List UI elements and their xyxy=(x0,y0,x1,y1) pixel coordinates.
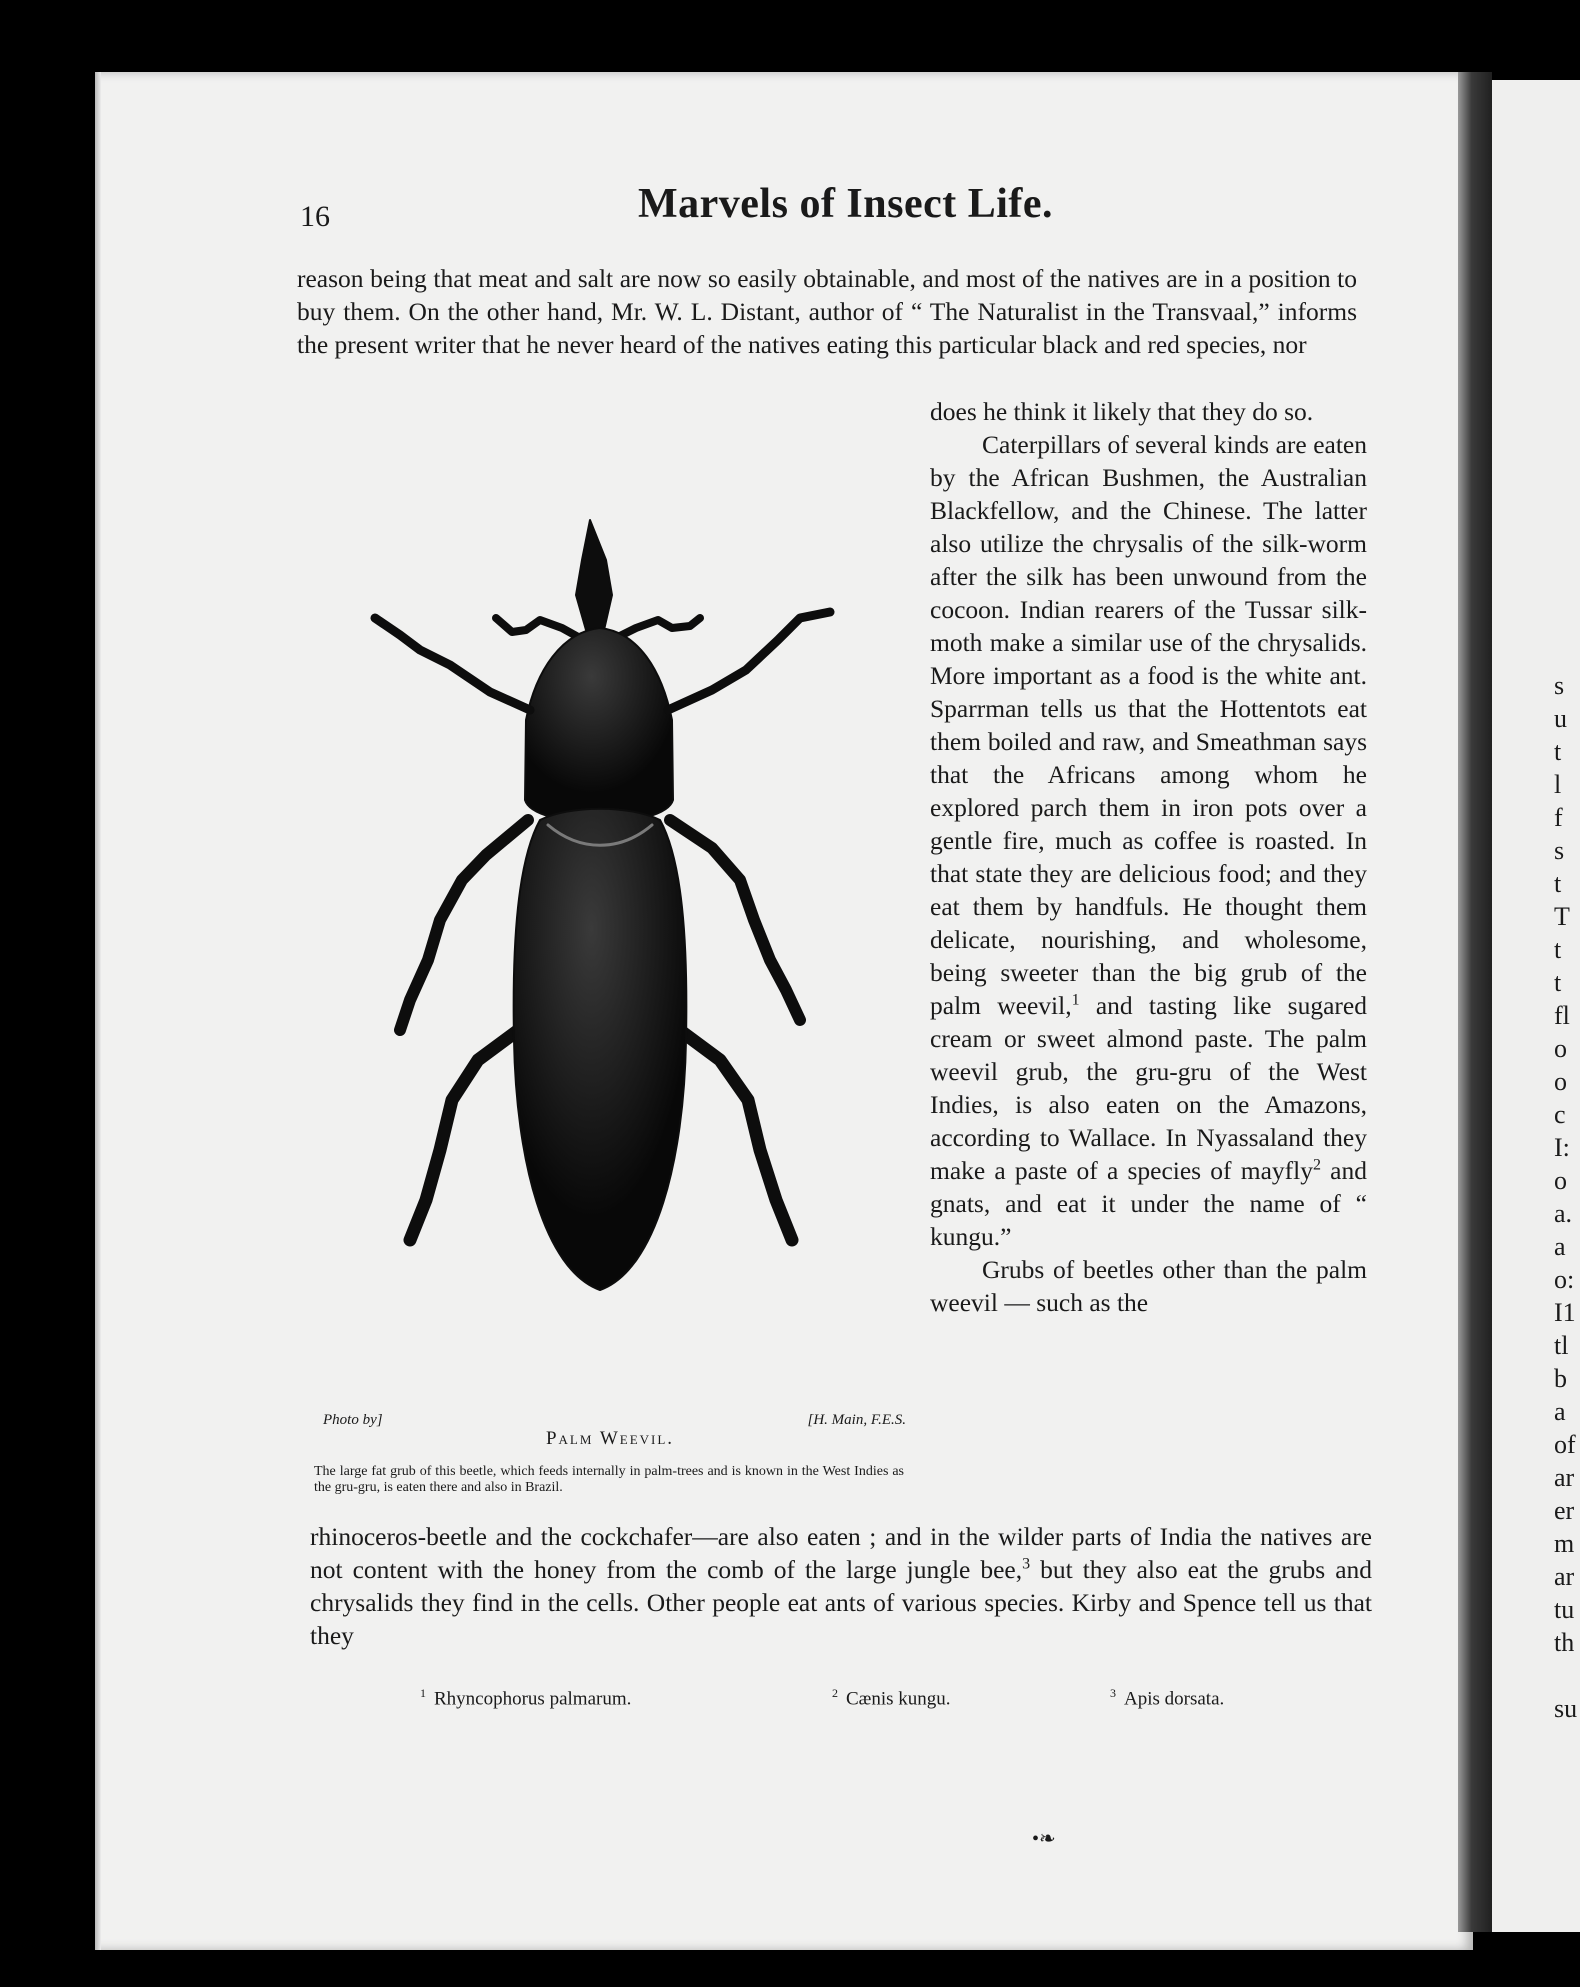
footnote-1 xyxy=(420,1686,631,1710)
adjacent-page-fragment: a xyxy=(1554,1397,1566,1426)
footnote-1-text: Rhyncophorus palmarum. xyxy=(434,1688,632,1710)
footnote-ref-1: 1 xyxy=(1071,991,1080,1009)
adjacent-page-fragment: o: xyxy=(1554,1265,1575,1294)
adjacent-page-fragment: ar xyxy=(1554,1562,1575,1591)
adjacent-page-fragment: l xyxy=(1554,770,1562,799)
adjacent-page-fragment: T xyxy=(1554,902,1570,931)
palm-weevil-figure xyxy=(300,500,920,1495)
paragraph-top: reason being that meat and salt are now so easily obtainable, and most of the natives are in a position to buy them. On the other hand, Mr. W. L. Distant, author of “ The Naturalist in the Transvaal,” informs the present writer that he never heard of the natives eating this particular black and red species, nor xyxy=(297,264,1357,359)
adjacent-page-fragment: a xyxy=(1554,1232,1566,1261)
paragraph-bottom-text-a: rhinoceros-beetle and the cockchafer—are also eaten ; and in the wilder parts of India the natives are not content with the honey from the comb of the large jungle bee, xyxy=(310,1522,1372,1584)
paragraph-continuation: does he think it likely that they do so. xyxy=(930,397,1314,426)
adjacent-page-fragment: fl xyxy=(1554,1001,1570,1030)
adjacent-page-fragment: t xyxy=(1554,968,1562,997)
adjacent-page-fragment: tl xyxy=(1554,1331,1569,1360)
right-column-text xyxy=(930,395,1367,1319)
footnotes xyxy=(420,1686,1370,1720)
printer-ornament: •❧ xyxy=(1032,1828,1056,1850)
running-head xyxy=(300,180,1350,240)
adjacent-page-fragment: t xyxy=(1554,935,1562,964)
footnote-3 xyxy=(1110,1686,1224,1710)
paragraph-caterpillars xyxy=(930,428,1367,1253)
book-gutter xyxy=(1458,72,1492,1932)
paragraph-caterpillars-mid: and tasting like sugared cream or sweet almond paste. The palm weevil grub, the gru-gru of the West Indies, is also eaten on the Amazons, according to Wallace. In Nyassaland they make a paste of a species of mayfly xyxy=(930,991,1367,1185)
adjacent-page-fragment: a. xyxy=(1554,1199,1573,1228)
paragraph-bottom-text-b: but they also eat the grubs and chrysalids they find in the cells. Other people eat ants of various species. Kirby and Spence tell us that they xyxy=(310,1555,1373,1650)
figure-caption-title: Palm Weevil. xyxy=(545,1428,675,1449)
adjacent-page-fragment: tu xyxy=(1554,1595,1575,1624)
footnote-2 xyxy=(832,1686,951,1710)
adjacent-page-fragment: t xyxy=(1554,737,1562,766)
adjacent-page-fragment: u xyxy=(1554,704,1567,733)
adjacent-page-fragment: o xyxy=(1554,1067,1567,1096)
paragraph-caterpillars-text: Caterpillars of several kinds are eaten by the African Bushmen, the Australian Blackfellow, and the Chinese. The latter also utilize the chrysalis of the silk-worm after the silk has been unwound from the cocoon. Indian rearers of the Tussar silk-moth make a similar use of the chrysalids. More important as a food is the white ant. Sparrman tells us that the Hottentots eat them boiled and raw, and Smeathman says that the Africans among whom he explored parch them in iron pots over a gentle fire, much as coffee is roasted. In that state they are delicious food; and they eat them by handfuls. He thought them delicate, nourishing, and wholesome, being sweeter than the big grub of the palm weevil, xyxy=(930,430,1367,1020)
paragraph-grubs: Grubs of beetles other than the palm weevil — such as the xyxy=(930,1255,1367,1317)
photo-credit-left: Photo by] xyxy=(323,1412,383,1428)
footnote-2-text: Cænis kungu. xyxy=(846,1688,951,1710)
adjacent-page-fragment: s xyxy=(1554,836,1565,865)
footnote-3-text: Apis dorsata. xyxy=(1124,1688,1225,1710)
adjacent-page-fragment: b xyxy=(1554,1364,1567,1393)
page-left-edge xyxy=(95,72,101,1950)
adjacent-page-fragment: s xyxy=(1554,671,1565,700)
page-title: Marvels of Insect Life. xyxy=(638,181,1054,227)
adjacent-page-fragment: th xyxy=(1554,1628,1575,1657)
footnote-ref-2: 2 xyxy=(1312,1156,1321,1174)
adjacent-page-fragment: c xyxy=(1554,1100,1566,1129)
adjacent-page-fragment: o xyxy=(1554,1166,1567,1195)
paragraph-caterpillars-end: and gnats, and eat it under the name of “ kungu.” xyxy=(930,1156,1367,1251)
footnote-ref-3: 3 xyxy=(1022,1555,1031,1573)
adjacent-page-fragment: ar xyxy=(1554,1463,1575,1492)
figure-caption-text: The large fat grub of this beetle, which feeds internally in palm-trees and is known in the West Indies as the gru-gru, is eaten there and also in Brazil. xyxy=(314,1464,904,1495)
paragraph-bottom xyxy=(310,1520,1372,1652)
adjacent-page-fragment: er xyxy=(1554,1496,1575,1525)
footnote-2-marker: 2 xyxy=(832,1686,838,1700)
adjacent-page-fragment: I1 xyxy=(1554,1298,1576,1327)
adjacent-page-fragment: I: xyxy=(1554,1133,1570,1162)
adjacent-page-fragment: f xyxy=(1554,803,1563,832)
photo-credit-right: [H. Main, F.E.S. xyxy=(807,1412,906,1428)
palm-weevil-photo xyxy=(300,500,920,1380)
adjacent-page-fragment: o xyxy=(1554,1034,1567,1063)
adjacent-page-fragment: m xyxy=(1554,1529,1575,1558)
adjacent-page-fragment: t xyxy=(1554,869,1562,898)
adjacent-page-fragment: of xyxy=(1554,1430,1576,1459)
page-number: 16 xyxy=(300,200,330,233)
adjacent-page-fragment: su xyxy=(1554,1694,1578,1723)
footnote-3-marker: 3 xyxy=(1110,1686,1116,1700)
adjacent-page-edge xyxy=(1492,80,1580,1932)
footnote-1-marker: 1 xyxy=(420,1686,426,1700)
